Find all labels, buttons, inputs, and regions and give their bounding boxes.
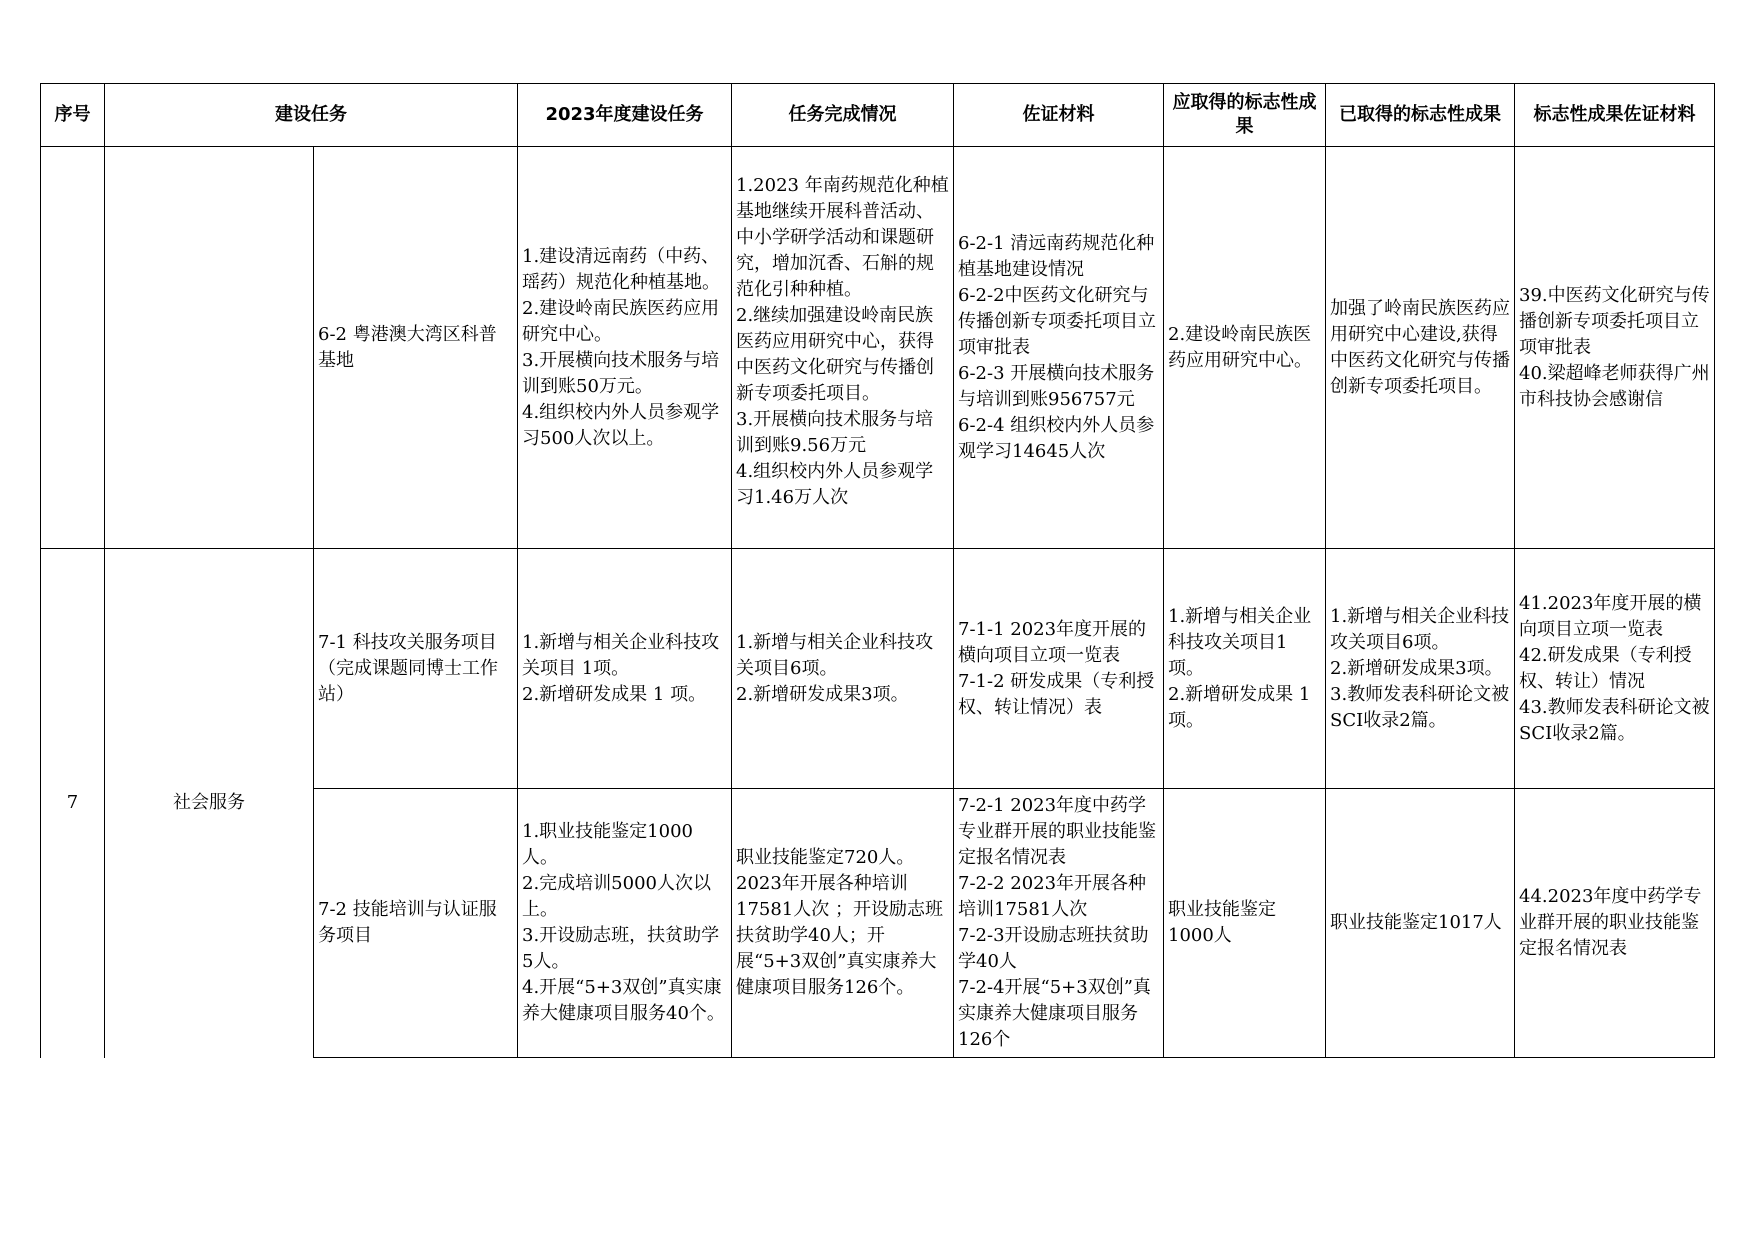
- construction-task-table: [40, 83, 1715, 1058]
- row-evidence: 7-2-1 2023年度中药学专业群开展的职业技能鉴定报名情况表 7-2-2 2023年开展各种培训17581人次 7-2-3开设励志班扶贫助学40人 7-2-4开展“5+3双创”真实康养大健康项目服务126个: [954, 789, 1164, 1058]
- header-result-proof: 标志性成果佐证材料: [1515, 84, 1715, 147]
- row-completion: 1.新增与相关企业科技攻关项目6项。 2.新增研发成果3项。: [732, 549, 954, 789]
- row-completion-text: 1.2023 年南药规范化种植基地继续开展科普活动、中小学研学活动和课题研究，增加沉香、石斛的规范化引种种植。 2.继续加强建设岭南民族医药应用研究中心，获得中医药文化研究与传播创新专项委托项目。 3.开展横向技术服务与培训到账9.56万元 4.组织校内外人员参观学习1.46万人次: [736, 175, 949, 508]
- header-2023-task: 2023年度建设任务: [518, 84, 732, 147]
- row-evidence: 7-1-1 2023年度开展的横向项目立项一览表 7-1-2 研发成果（专利授权、转让情况）表: [954, 549, 1164, 789]
- row-completion: [732, 147, 954, 549]
- table-row: [41, 549, 1715, 789]
- header-completion: 任务完成情况: [732, 84, 954, 147]
- row-achieved-result: 加强了岭南民族医药应用研究中心建设,获得中医药文化研究与传播创新专项委托项目。: [1326, 147, 1515, 549]
- header-row: [41, 84, 1715, 147]
- row-achieved-result: 职业技能鉴定1017人: [1326, 789, 1515, 1058]
- row-annual-task: 1.职业技能鉴定1000人。 2.完成培训5000人次以上。 3.开设励志班，扶贫助学5人。 4.开展“5+3双创”真实康养大健康项目服务40个。: [518, 789, 732, 1058]
- header-expected-result: 应取得的标志性成果: [1164, 84, 1326, 147]
- row-result-proof: 44.2023年度中药学专业群开展的职业技能鉴定报名情况表: [1515, 789, 1715, 1058]
- row-category: 社会服务: [105, 549, 314, 1058]
- table-row: [41, 147, 1715, 549]
- row-category: [105, 147, 314, 549]
- row-expected-result: 职业技能鉴定1000人: [1164, 789, 1326, 1058]
- row-subtask: 7-1 科技攻关服务项目（完成课题同博士工作站）: [314, 549, 518, 789]
- row-achieved-result: 1.新增与相关企业科技攻关项目6项。 2.新增研发成果3项。 3.教师发表科研论文被SCI收录2篇。: [1326, 549, 1515, 789]
- row-annual-task: 1.新增与相关企业科技攻关项目 1项。 2.新增研发成果 1 项。: [518, 549, 732, 789]
- row-annual-task: 1.建设清远南药（中药、瑶药）规范化种植基地。 2.建设岭南民族医药应用研究中心。 3.开展横向技术服务与培训到账50万元。 4.组织校内外人员参观学习500人次以上。: [518, 147, 732, 549]
- row-result-proof: 41.2023年度开展的横向项目立项一览表 42.研发成果（专利授权、转让）情况 43.教师发表科研论文被SCI收录2篇。: [1515, 549, 1715, 789]
- row-number: [41, 147, 105, 549]
- header-no: 序号: [41, 84, 105, 147]
- header-achieved-result: 已取得的标志性成果: [1326, 84, 1515, 147]
- row-expected-result: 2.建设岭南民族医药应用研究中心。: [1164, 147, 1326, 549]
- row-expected-result: 1.新增与相关企业科技攻关项目1项。 2.新增研发成果 1 项。: [1164, 549, 1326, 789]
- row-number: 7: [41, 549, 105, 1058]
- header-evidence: 佐证材料: [954, 84, 1164, 147]
- row-subtask: 7-2 技能培训与认证服务项目: [314, 789, 518, 1058]
- row-evidence: 6-2-1 清远南药规范化种植基地建设情况 6-2-2中医药文化研究与传播创新专项委托项目立项审批表 6-2-3 开展横向技术服务与培训到账956757元 6-2-4 组织校内外人员参观学习14645人次: [954, 147, 1164, 549]
- row-subtask: 6-2 粤港澳大湾区科普基地: [314, 147, 518, 549]
- row-completion: 职业技能鉴定720人。2023年开展各种培训17581人次 ；开设励志班扶贫助学40人；开展“5+3双创”真实康养大健康项目服务126个。: [732, 789, 954, 1058]
- row-result-proof: 39.中医药文化研究与传播创新专项委托项目立项审批表 40.梁超峰老师获得广州市科技协会感谢信: [1515, 147, 1715, 549]
- header-task: 建设任务: [105, 84, 518, 147]
